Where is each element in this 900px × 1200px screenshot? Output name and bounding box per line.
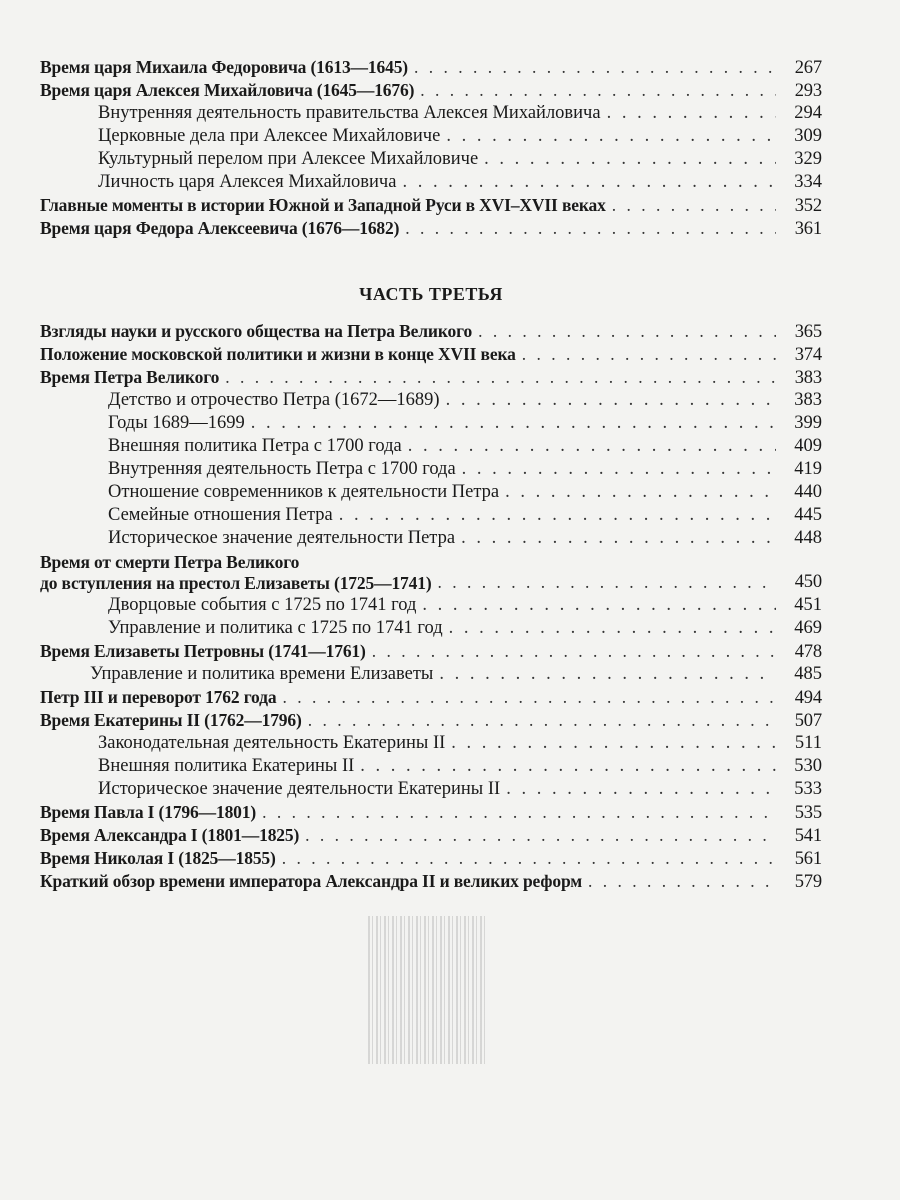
toc-entry-title: Семейные отношения Петра xyxy=(108,505,333,525)
leader-dots xyxy=(372,640,776,663)
toc-entry-page: 485 xyxy=(794,664,822,684)
toc-entry-title: Историческое значение деятельности Петра xyxy=(108,528,456,548)
toc-entry-page: 361 xyxy=(794,219,822,239)
leader-dots xyxy=(282,686,776,709)
toc-entry-page: 383 xyxy=(794,390,822,410)
leader-dots xyxy=(506,778,776,801)
toc-entry[interactable] xyxy=(40,550,822,594)
toc-entry-page: 383 xyxy=(794,368,822,388)
toc-subentry[interactable] xyxy=(40,102,822,125)
toc-entry-title xyxy=(40,552,432,594)
toc-entry-title: Время Елизаветы Петровны (1741—1761) xyxy=(40,641,366,661)
toc-entry-page: 541 xyxy=(794,826,822,846)
toc-entry-title: Управление и политика с 1725 по 1741 год xyxy=(108,618,443,638)
leader-dots xyxy=(405,217,776,240)
toc-entry-title: Внутренняя деятельность Петра с 1700 года xyxy=(108,459,456,479)
leader-dots xyxy=(225,366,776,389)
leader-dots xyxy=(282,847,776,870)
toc-entry[interactable] xyxy=(40,847,822,870)
toc-entry-title-line1: Время от смерти Петра Великого xyxy=(40,552,300,572)
toc-entry-page: 374 xyxy=(794,345,822,365)
toc-entry-title: Внешняя политика Петра с 1700 года xyxy=(108,436,402,456)
leader-dots xyxy=(462,458,776,481)
toc-entry-title: Время Петра Великого xyxy=(40,367,220,387)
toc-entry-title: Отношение современников к деятельности Петра xyxy=(108,482,500,502)
toc-entry-title: Время царя Алексея Михайловича (1645—1676) xyxy=(40,80,415,100)
toc-entry-page: 329 xyxy=(794,149,822,169)
toc-entry-title: Законодательная деятельность Екатерины II xyxy=(98,733,446,753)
toc-subentry[interactable] xyxy=(40,594,822,617)
toc-entry-title-line2: до вступления на престол Елизаветы (1725—1741) xyxy=(40,573,432,593)
toc-entry[interactable] xyxy=(40,194,822,217)
toc-subentry[interactable] xyxy=(40,663,822,686)
toc-entry-page: 533 xyxy=(794,779,822,799)
toc-entry-page: 334 xyxy=(794,172,822,192)
leader-dots xyxy=(414,56,776,79)
toc-entry[interactable] xyxy=(40,79,822,102)
leader-dots xyxy=(360,755,776,778)
toc-subentry[interactable] xyxy=(40,171,822,194)
toc-entry-page: 294 xyxy=(794,103,822,123)
leader-dots xyxy=(251,412,776,435)
toc-entry-page: 511 xyxy=(794,733,822,753)
toc-entry-title: Время царя Федора Алексеевича (1676—1682) xyxy=(40,218,400,238)
leader-dots xyxy=(439,663,776,686)
toc-subentry[interactable] xyxy=(40,527,822,550)
toc-entry-title: Время Николая I (1825—1855) xyxy=(40,848,276,868)
toc-entry-title: Время Павла I (1796—1801) xyxy=(40,802,257,822)
toc-entry-title: Историческое значение деятельности Екатерины II xyxy=(98,779,501,799)
toc-entry-page: 445 xyxy=(794,505,822,525)
toc-subentry[interactable] xyxy=(40,148,822,171)
bleed-through-barcode xyxy=(368,916,486,1064)
toc-entry-title: Время царя Михаила Федоровича (1613—1645) xyxy=(40,57,408,77)
toc-entry-page: 448 xyxy=(794,528,822,548)
toc-entry-title: Личность царя Алексея Михайловича xyxy=(98,172,397,192)
toc-subentry[interactable] xyxy=(40,435,822,458)
toc-part-three xyxy=(40,320,822,893)
toc-entry-title: Краткий обзор времени императора Александра II и великих реформ xyxy=(40,871,583,891)
toc-entry[interactable] xyxy=(40,640,822,663)
toc-entry-page: 309 xyxy=(794,126,822,146)
toc-entry-title: Петр III и переворот 1762 года xyxy=(40,687,277,707)
toc-entry-title: Время Александра I (1801—1825) xyxy=(40,825,300,845)
toc-entry[interactable] xyxy=(40,366,822,389)
toc-entry-page: 450 xyxy=(794,572,822,592)
toc-entry-page: 561 xyxy=(794,849,822,869)
leader-dots xyxy=(478,320,776,343)
toc-part-two-tail xyxy=(40,56,822,240)
leader-dots xyxy=(451,732,776,755)
leader-dots xyxy=(612,194,776,217)
toc-entry-title: Культурный перелом при Алексее Михайловиче xyxy=(98,149,479,169)
toc-entry[interactable] xyxy=(40,56,822,79)
toc-entry-page: 293 xyxy=(794,81,822,101)
toc-subentry[interactable] xyxy=(40,412,822,435)
leader-dots xyxy=(461,527,776,550)
leader-dots xyxy=(305,824,776,847)
section-heading: ЧАСТЬ ТРЕТЬЯ xyxy=(359,284,503,304)
leader-dots xyxy=(262,801,776,824)
toc-entry-page: 507 xyxy=(794,711,822,731)
toc-entry[interactable] xyxy=(40,801,822,824)
toc-entry-page: 579 xyxy=(794,872,822,892)
toc-entry-title: Церковные дела при Алексее Михайловиче xyxy=(98,126,441,146)
leader-dots xyxy=(522,343,776,366)
toc-entry-page: 399 xyxy=(794,413,822,433)
toc-entry[interactable] xyxy=(40,320,822,343)
toc-entry[interactable] xyxy=(40,709,822,732)
toc-entry-page: 469 xyxy=(794,618,822,638)
toc-entry-title: Внутренняя деятельность правительства Алексея Михайловича xyxy=(98,103,601,123)
leader-dots xyxy=(339,504,776,527)
toc-entry-title: Детство и отрочество Петра (1672—1689) xyxy=(108,390,440,410)
toc-entry-page: 267 xyxy=(794,58,822,78)
toc-entry-page: 535 xyxy=(794,803,822,823)
toc-entry[interactable] xyxy=(40,217,822,240)
leader-dots xyxy=(438,571,776,594)
toc-entry-title: Внешняя политика Екатерины II xyxy=(98,756,355,776)
leader-dots xyxy=(607,102,776,125)
toc-subentry[interactable] xyxy=(40,458,822,481)
toc-subentry[interactable] xyxy=(40,125,822,148)
toc-entry-page: 419 xyxy=(794,459,822,479)
toc-entry-title: Главные моменты в истории Южной и Западной Руси в XVI–XVII веках xyxy=(40,195,606,215)
toc-entry[interactable] xyxy=(40,686,822,709)
toc-subentry[interactable] xyxy=(40,778,822,801)
leader-dots xyxy=(446,125,776,148)
toc-entry-page: 478 xyxy=(794,642,822,662)
leader-dots xyxy=(446,389,776,412)
leader-dots xyxy=(308,709,776,732)
leader-dots xyxy=(420,79,776,102)
leader-dots xyxy=(449,617,776,640)
toc-entry[interactable] xyxy=(40,870,822,893)
toc-entry-page: 440 xyxy=(794,482,822,502)
leader-dots xyxy=(484,148,776,171)
toc-subentry[interactable] xyxy=(40,504,822,527)
toc-entry-title: Положение московской политики и жизни в конце XVII века xyxy=(40,344,516,364)
toc-entry-page: 365 xyxy=(794,322,822,342)
toc-entry[interactable] xyxy=(40,824,822,847)
leader-dots xyxy=(422,594,776,617)
toc-entry-title: Годы 1689—1699 xyxy=(108,413,245,433)
toc-subentry[interactable] xyxy=(40,389,822,412)
toc-entry-title: Взгляды науки и русского общества на Петра Великого xyxy=(40,321,473,341)
toc-subentry[interactable] xyxy=(40,732,822,755)
leader-dots xyxy=(402,171,776,194)
toc-entry-page: 494 xyxy=(794,688,822,708)
toc-entry-title: Управление и политика времени Елизаветы xyxy=(90,664,434,684)
toc-entry-title: Время Екатерины II (1762—1796) xyxy=(40,710,302,730)
toc-entry-page: 451 xyxy=(794,595,822,615)
toc-subentry[interactable] xyxy=(40,481,822,504)
toc-entry-title: Дворцовые события с 1725 по 1741 год xyxy=(108,595,417,615)
leader-dots xyxy=(588,870,776,893)
toc-subentry[interactable] xyxy=(40,755,822,778)
toc-entry-page: 352 xyxy=(794,196,822,216)
toc-entry[interactable] xyxy=(40,343,822,366)
toc-entry-page: 530 xyxy=(794,756,822,776)
leader-dots xyxy=(505,481,776,504)
leader-dots xyxy=(408,435,776,458)
toc-subentry[interactable] xyxy=(40,617,822,640)
toc-entry-page: 409 xyxy=(794,436,822,456)
